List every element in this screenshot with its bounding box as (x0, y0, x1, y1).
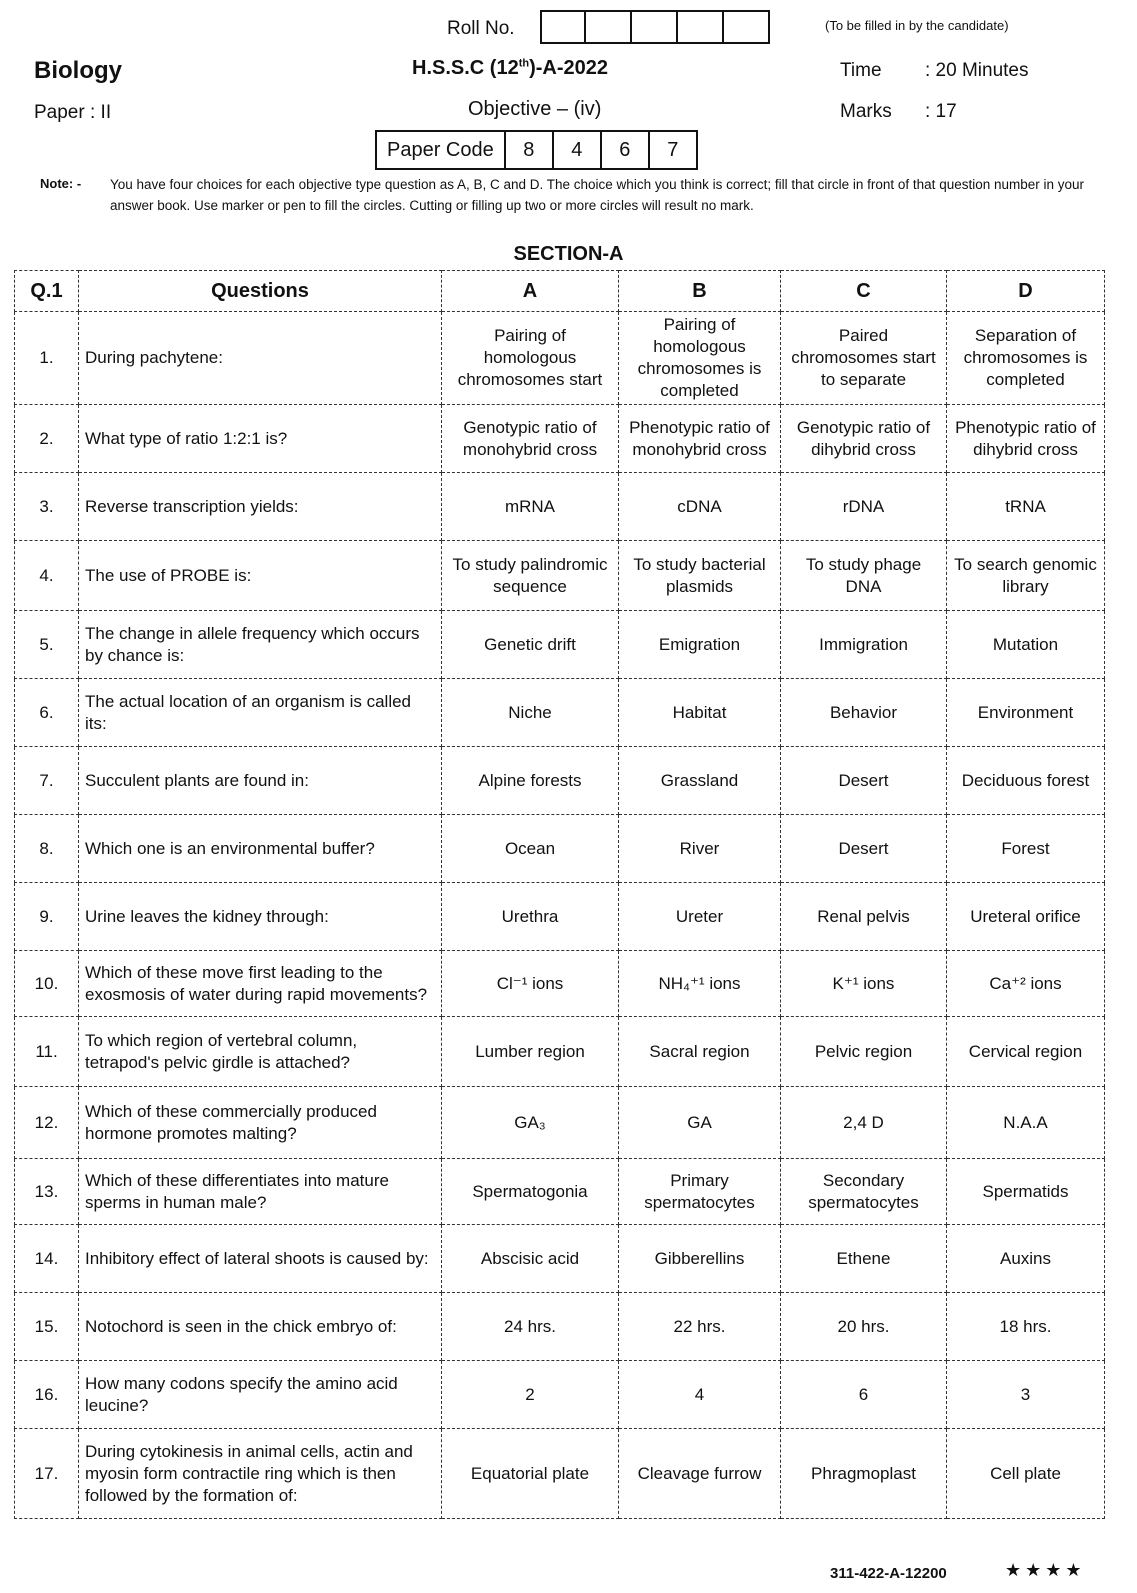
option-b: River (619, 815, 781, 883)
option-d: Separation of chromosomes is completed (947, 312, 1105, 405)
option-d: Ureteral orifice (947, 883, 1105, 951)
paper-code-label: Paper Code (377, 132, 506, 168)
exam-title: H.S.S.C (12th)-A-2022 (412, 57, 609, 79)
option-d: tRNA (947, 473, 1105, 541)
option-c: Desert (781, 815, 947, 883)
table-row (15, 541, 1105, 611)
question-text: The actual location of an organism is called its: (79, 679, 442, 747)
header-option-c: C (781, 271, 947, 312)
table-row (15, 747, 1105, 815)
table-row (15, 1429, 1105, 1519)
option-a: Genetic drift (442, 611, 619, 679)
option-c: K⁺¹ ions (781, 951, 947, 1017)
option-b: Sacral region (619, 1017, 781, 1087)
table-row (15, 1017, 1105, 1087)
table-row (15, 405, 1105, 473)
option-b: GA (619, 1087, 781, 1159)
marks-label: Marks (840, 101, 892, 122)
roll-digit-box[interactable] (724, 10, 770, 44)
question-text: Which of these commercially produced hormone promotes malting? (79, 1087, 442, 1159)
table-row (15, 312, 1105, 405)
option-d: Ca⁺² ions (947, 951, 1105, 1017)
option-b: Primary spermatocytes (619, 1159, 781, 1225)
option-d: To search genomic library (947, 541, 1105, 611)
option-c: Behavior (781, 679, 947, 747)
option-a: 2 (442, 1361, 619, 1429)
option-c: Pelvic region (781, 1017, 947, 1087)
question-number: 14. (15, 1225, 79, 1293)
question-number: 3. (15, 473, 79, 541)
question-text: During pachytene: (79, 312, 442, 405)
question-number: 11. (15, 1017, 79, 1087)
table-row (15, 473, 1105, 541)
question-number: 4. (15, 541, 79, 611)
question-text: Inhibitory effect of lateral shoots is caused by: (79, 1225, 442, 1293)
question-number: 1. (15, 312, 79, 405)
option-c: Phragmoplast (781, 1429, 947, 1519)
option-d: Spermatids (947, 1159, 1105, 1225)
question-number: 13. (15, 1159, 79, 1225)
option-b: Phenotypic ratio of monohybrid cross (619, 405, 781, 473)
questions-table (14, 270, 1105, 1519)
option-c: Ethene (781, 1225, 947, 1293)
question-text: What type of ratio 1:2:1 is? (79, 405, 442, 473)
option-a: Lumber region (442, 1017, 619, 1087)
question-text: The change in allele frequency which occurs by chance is: (79, 611, 442, 679)
option-c: Paired chromosomes start to separate (781, 312, 947, 405)
header-option-b: B (619, 271, 781, 312)
marks-value: : 17 (925, 101, 957, 122)
question-number: 15. (15, 1293, 79, 1361)
header-option-a: A (442, 271, 619, 312)
question-text: During cytokinesis in animal cells, actin and myosin form contractile ring which is then followed by the formation of: (79, 1429, 442, 1519)
option-a: Niche (442, 679, 619, 747)
option-d: Deciduous forest (947, 747, 1105, 815)
roll-number-note: (To be filled in by the candidate) (825, 18, 1009, 33)
option-b: 4 (619, 1361, 781, 1429)
option-a: Genotypic ratio of monohybrid cross (442, 405, 619, 473)
table-row (15, 611, 1105, 679)
question-number: 2. (15, 405, 79, 473)
note-text: You have four choices for each objective type question as A, B, C and D. The choice which you think is correct; fill that circle in front of that question number in your answer book. Use marker or pen to fill the circles. Cutting or filling up two or more circles will result no mark. (110, 177, 1085, 213)
paper-number: Paper : II (34, 102, 112, 123)
header-question-number: Q.1 (15, 271, 79, 312)
table-row (15, 679, 1105, 747)
question-number: 5. (15, 611, 79, 679)
option-b: cDNA (619, 473, 781, 541)
option-d: Cervical region (947, 1017, 1105, 1087)
question-text: Succulent plants are found in: (79, 747, 442, 815)
roll-digit-box[interactable] (586, 10, 632, 44)
header-questions: Questions (79, 271, 442, 312)
option-a: Alpine forests (442, 747, 619, 815)
option-a: Urethra (442, 883, 619, 951)
time-label: Time (840, 60, 882, 81)
option-a: Abscisic acid (442, 1225, 619, 1293)
option-b: NH₄⁺¹ ions (619, 951, 781, 1017)
question-text: To which region of vertebral column, tetrapod's pelvic girdle is attached? (79, 1017, 442, 1087)
question-number: 12. (15, 1087, 79, 1159)
option-b: Habitat (619, 679, 781, 747)
option-d: Cell plate (947, 1429, 1105, 1519)
table-row (15, 951, 1105, 1017)
option-c: Renal pelvis (781, 883, 947, 951)
question-number: 9. (15, 883, 79, 951)
option-b: Cleavage furrow (619, 1429, 781, 1519)
option-c: 2,4 D (781, 1087, 947, 1159)
header-option-d: D (947, 271, 1105, 312)
question-number: 7. (15, 747, 79, 815)
roll-number-label: Roll No. (447, 18, 515, 39)
option-a: To study palindromic sequence (442, 541, 619, 611)
option-d: Environment (947, 679, 1105, 747)
option-b: Grassland (619, 747, 781, 815)
option-b: Ureter (619, 883, 781, 951)
question-text: Reverse transcription yields: (79, 473, 442, 541)
question-text: Which of these move first leading to the exosmosis of water during rapid movements? (79, 951, 442, 1017)
paper-code-digit: 4 (554, 132, 602, 168)
paper-code-digit: 6 (602, 132, 650, 168)
paper-code-digit: 7 (667, 139, 679, 161)
question-number: 16. (15, 1361, 79, 1429)
option-c: 6 (781, 1361, 947, 1429)
roll-digit-box[interactable] (632, 10, 678, 44)
option-a: GA₃ (442, 1087, 619, 1159)
option-c: To study phage DNA (781, 541, 947, 611)
option-a: mRNA (442, 473, 619, 541)
table-row (15, 1293, 1105, 1361)
question-text: Notochord is seen in the chick embryo of: (79, 1293, 442, 1361)
table-row (15, 1087, 1105, 1159)
table-header-row (15, 271, 1105, 312)
note-label: Note: - (40, 176, 82, 191)
option-c: Secondary spermatocytes (781, 1159, 947, 1225)
option-c: Genotypic ratio of dihybrid cross (781, 405, 947, 473)
option-d: N.A.A (947, 1087, 1105, 1159)
question-text: Urine leaves the kidney through: (79, 883, 442, 951)
table-row (15, 883, 1105, 951)
roll-number-boxes[interactable] (540, 10, 770, 44)
question-text: Which one is an environmental buffer? (79, 815, 442, 883)
table-row (15, 1225, 1105, 1293)
option-a: Spermatogonia (442, 1159, 619, 1225)
table-row (15, 1159, 1105, 1225)
footer-stars: ★★★★ (1005, 1560, 1086, 1580)
option-b: Gibberellins (619, 1225, 781, 1293)
time-value: : 20 Minutes (925, 60, 1029, 81)
subject-title: Biology (34, 57, 122, 84)
option-d: Mutation (947, 611, 1105, 679)
paper-code-digit: 8 (506, 132, 554, 168)
objective-label: Objective – (iv) (468, 98, 602, 120)
question-text: How many codons specify the amino acid leucine? (79, 1361, 442, 1429)
option-b: Emigration (619, 611, 781, 679)
option-d: Auxins (947, 1225, 1105, 1293)
option-b: 22 hrs. (619, 1293, 781, 1361)
paper-code-box (375, 130, 698, 170)
question-number: 6. (15, 679, 79, 747)
question-text: The use of PROBE is: (79, 541, 442, 611)
section-title: SECTION-A (513, 243, 624, 265)
option-a: Equatorial plate (442, 1429, 619, 1519)
option-d: Phenotypic ratio of dihybrid cross (947, 405, 1105, 473)
question-number: 8. (15, 815, 79, 883)
option-c: Immigration (781, 611, 947, 679)
option-c: Desert (781, 747, 947, 815)
option-c: rDNA (781, 473, 947, 541)
option-d: 3 (947, 1361, 1105, 1429)
roll-digit-box[interactable] (540, 10, 586, 44)
option-d: 18 hrs. (947, 1293, 1105, 1361)
option-d: Forest (947, 815, 1105, 883)
option-b: Pairing of homologous chromosomes is completed (619, 312, 781, 405)
table-row (15, 1361, 1105, 1429)
question-number: 10. (15, 951, 79, 1017)
option-b: To study bacterial plasmids (619, 541, 781, 611)
footer-code: 311-422-A-12200 (830, 1565, 947, 1582)
option-c: 20 hrs. (781, 1293, 947, 1361)
option-a: Pairing of homologous chromosomes start (442, 312, 619, 405)
option-a: Cl⁻¹ ions (442, 951, 619, 1017)
question-text: Which of these differentiates into mature sperms in human male? (79, 1159, 442, 1225)
question-number: 17. (15, 1429, 79, 1519)
table-row (15, 815, 1105, 883)
option-a: 24 hrs. (442, 1293, 619, 1361)
option-a: Ocean (442, 815, 619, 883)
roll-digit-box[interactable] (678, 10, 724, 44)
